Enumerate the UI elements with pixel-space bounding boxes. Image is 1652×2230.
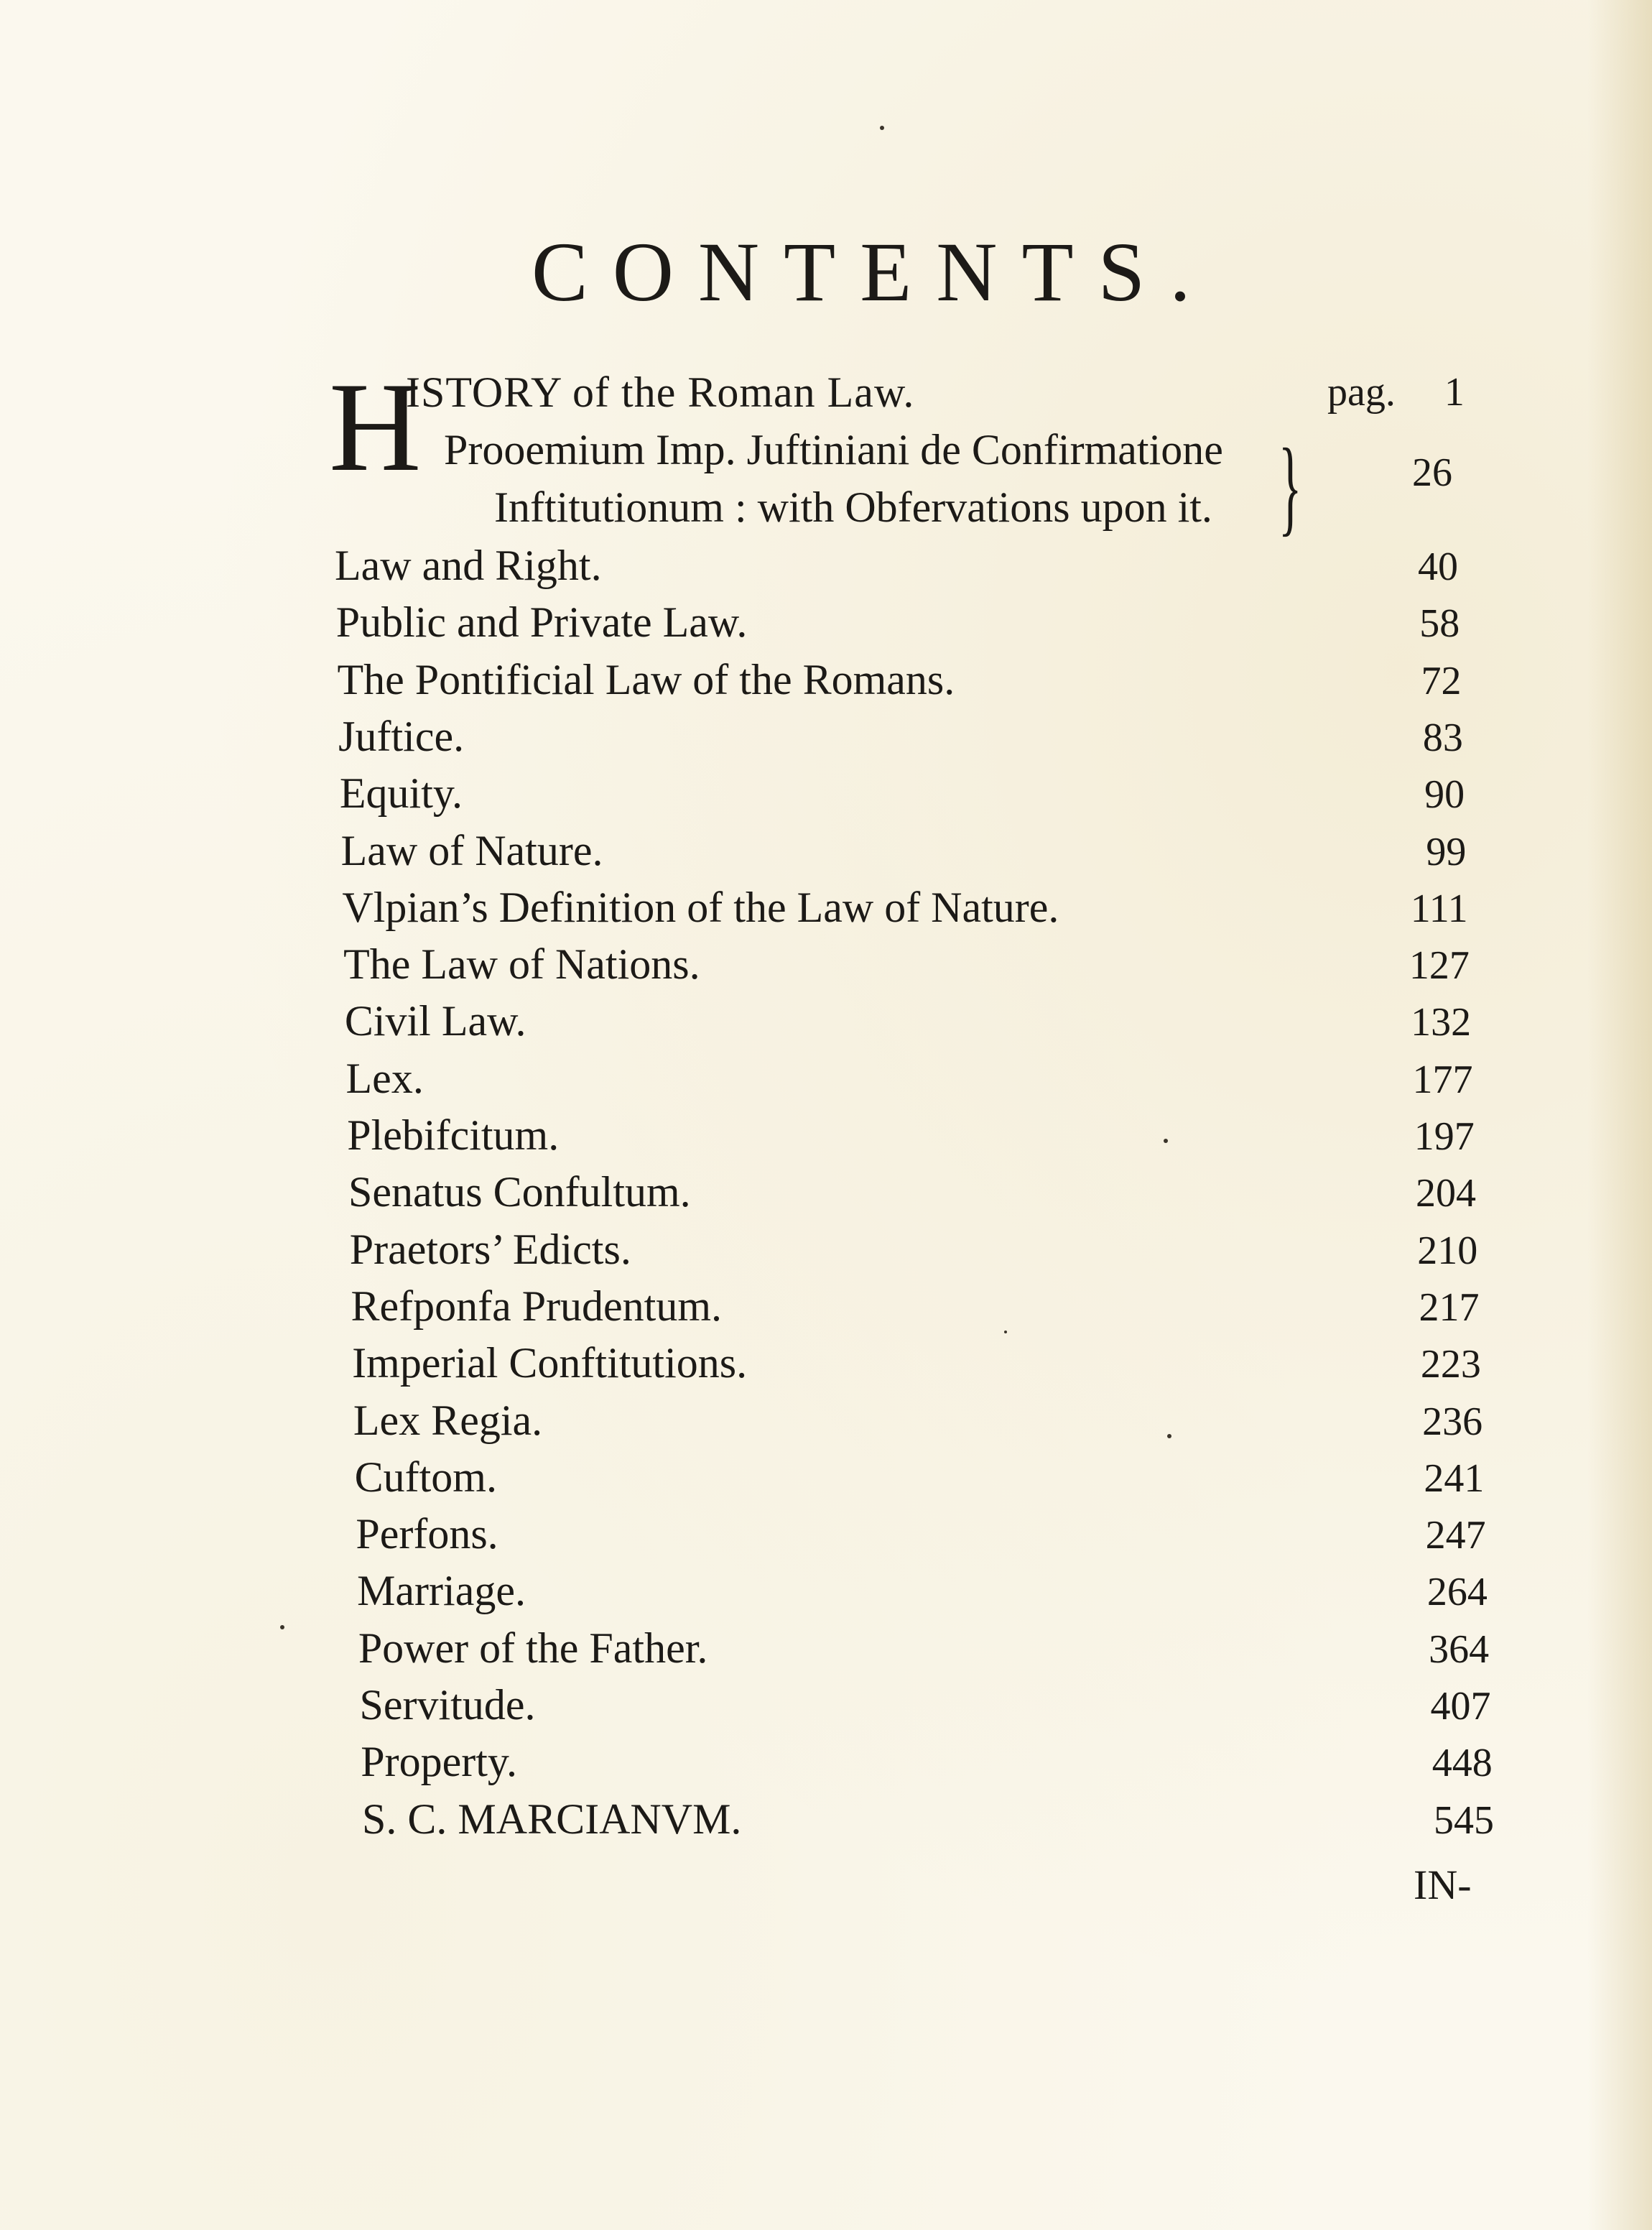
toc-entry-prooemium-line2: Inftitutionum : with Obfervations upon it. xyxy=(494,484,1212,531)
brace-mark: } xyxy=(1279,427,1302,546)
paper-speck xyxy=(880,126,884,130)
toc-entry-prooemium-line1: Prooemium Imp. Juftiniani de Confirmatione xyxy=(444,426,1223,473)
toc-page-number: 72 xyxy=(1421,658,1462,703)
toc-page-number: 545 xyxy=(1434,1798,1494,1843)
toc-page-number: 127 xyxy=(1409,943,1470,989)
toc-page-number: 111 xyxy=(1410,886,1468,931)
toc-page-number: 90 xyxy=(1424,772,1465,818)
toc-page-number: 448 xyxy=(1431,1741,1493,1786)
toc-entry-title: Power of the Father. xyxy=(358,1624,708,1672)
toc-page-number: 99 xyxy=(1426,829,1467,874)
toc-page-number: 217 xyxy=(1419,1285,1480,1330)
toc-page-number: 197 xyxy=(1414,1114,1475,1159)
paper-speck xyxy=(280,1625,284,1629)
toc-page-number: 247 xyxy=(1425,1513,1486,1558)
toc-page-number: 132 xyxy=(1411,1000,1472,1045)
toc-entry-title: Lex Regia. xyxy=(353,1396,543,1444)
toc-entry-title: Marriage. xyxy=(357,1567,526,1615)
toc-entry-title: Cuftom. xyxy=(354,1453,497,1501)
catchword: IN- xyxy=(1414,1861,1472,1908)
toc-entry-title: Servitude. xyxy=(359,1681,536,1729)
toc-entry-title: Law and Right. xyxy=(335,542,602,589)
toc-entry-title: Perfons. xyxy=(356,1510,498,1558)
paper-speck xyxy=(1167,1434,1171,1438)
toc-entry-title: The Law of Nations. xyxy=(343,940,700,989)
toc-page-number: 223 xyxy=(1420,1342,1481,1387)
toc-page-number: 236 xyxy=(1422,1399,1483,1444)
toc-entry-title: Imperial Conftitutions. xyxy=(352,1339,748,1387)
toc-entry-title: Vlpian’s Definition of the Law of Nature. xyxy=(342,883,1059,931)
toc-entry-title: Property. xyxy=(361,1738,517,1786)
toc-page-number: 40 xyxy=(1418,545,1458,589)
toc-page-number: 26 xyxy=(1412,450,1452,495)
paper-speck xyxy=(1004,1331,1007,1333)
toc-entry-title: Lex. xyxy=(345,1054,424,1102)
page-edge-shading xyxy=(1587,0,1652,2230)
toc-entry-title: Civil Law. xyxy=(344,997,526,1045)
toc-entry-title: Refponfa Prudentum. xyxy=(351,1282,723,1330)
toc-page-number: 177 xyxy=(1412,1057,1473,1102)
toc-page-number: 264 xyxy=(1426,1570,1488,1615)
page-prefix-label: pag. xyxy=(1327,370,1396,415)
toc-page-number: 241 xyxy=(1424,1456,1485,1501)
toc-page-number: 407 xyxy=(1430,1684,1491,1729)
toc-entry-title: Plebifcitum. xyxy=(347,1111,560,1159)
toc-entry-title: S. C. MARCIANVM. xyxy=(362,1795,742,1843)
paper-speck xyxy=(1164,1139,1168,1143)
toc-entry-title: Equity. xyxy=(339,769,463,818)
toc-page-number: 210 xyxy=(1417,1228,1478,1273)
toc-entry-title: Senatus Confultum. xyxy=(348,1168,691,1216)
page-prefix xyxy=(1327,370,1465,415)
page-title: CONTENTS. xyxy=(532,225,1215,319)
toc-page-number: 58 xyxy=(1419,601,1460,647)
toc-entry-history: ISTORY of the Roman Law. xyxy=(406,369,915,416)
toc-page-number: 83 xyxy=(1422,715,1463,760)
toc-entry-title: Law of Nature. xyxy=(340,826,603,874)
toc-entry-title: Public and Private Law. xyxy=(335,598,748,647)
toc-entry-title: The Pontificial Law of the Romans. xyxy=(337,655,955,703)
toc-page-number: 364 xyxy=(1429,1627,1490,1672)
toc-page-number: 204 xyxy=(1416,1171,1476,1216)
toc-entry-title: Juftice. xyxy=(338,712,465,760)
drop-cap: H xyxy=(329,356,422,498)
toc-page-number: 1 xyxy=(1444,370,1465,415)
toc-entry-title: Praetors’ Edicts. xyxy=(349,1225,631,1273)
